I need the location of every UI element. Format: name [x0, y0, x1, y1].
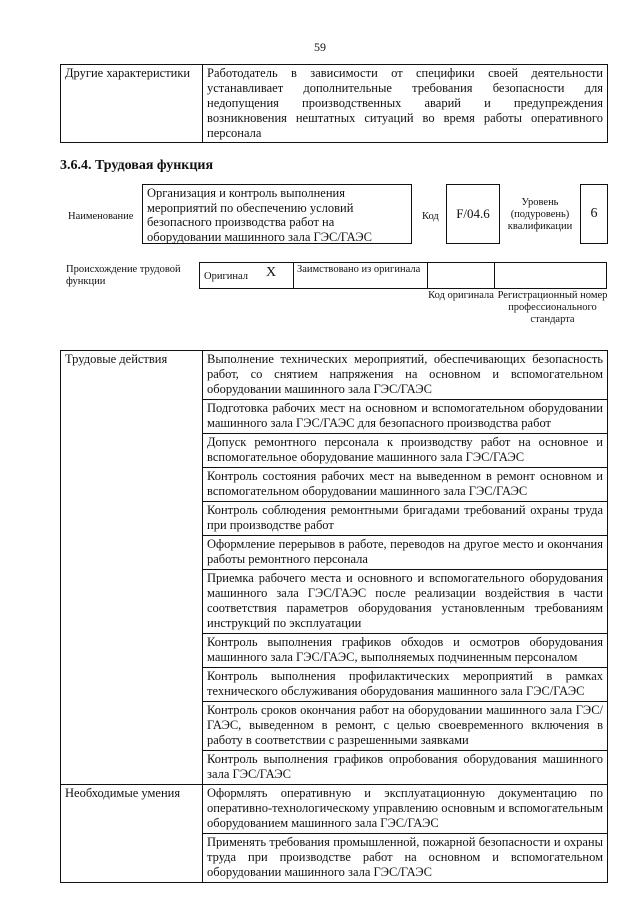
original-label: Оригинал: [204, 271, 248, 282]
labor-function-table: [60, 350, 608, 883]
table-cell: Допуск ремонтного персонала к производству работ на основное и вспомогательное оборудование машинного зала ГЭС/ГАЭС: [203, 434, 608, 468]
table-cell: Контроль выполнения профилактических мероприятий в рамках технического обслуживания оборудования машинного зала ГЭС/ГАЭС: [203, 668, 608, 702]
table-cell: Применять требования промышленной, пожарной безопасности и охраны труда при производстве работ на основном и вспомогательном оборудовании машинного зала ГЭС/ГАЭС: [203, 834, 608, 883]
function-name-box: Организация и контроль выполнения мероприятий по обеспечению условий безопасного производства работ на оборудовании машинного зала ГЭС/ГАЭС: [142, 184, 412, 244]
table-row: [61, 785, 608, 834]
original-code-cell: [427, 262, 495, 289]
code-label: Код: [422, 211, 439, 222]
page-number: 59: [314, 40, 326, 54]
registration-number-cell: [494, 262, 607, 289]
original-code-caption: Код оригинала: [428, 290, 494, 301]
name-label: Наименование: [68, 211, 134, 222]
section-title: 3.6.4. Трудовая функция: [60, 158, 214, 173]
table-row: [61, 351, 608, 400]
required-skills-label: Необходимые умения: [61, 785, 203, 883]
table-cell: Оформлять оперативную и эксплуатационную документацию по оперативно-технологическому управлению основным и вспомогательным оборудованием машинного зала ГЭС/ГАЭС: [203, 785, 608, 834]
other-characteristics-table: [60, 64, 608, 143]
original-cell: [199, 262, 294, 289]
origin-label: Происхождение трудовой функции: [66, 264, 181, 287]
table-cell: Контроль выполнения графиков обходов и осмотров оборудования машинного зала ГЭС/ГАЭС, выполняемых подчиненным персоналом: [203, 634, 608, 668]
table-cell: Подготовка рабочих мест на основном и вспомогательном оборудовании машинного зала ГЭС/ГАЭС для безопасного производства работ: [203, 400, 608, 434]
table-row: [61, 65, 608, 143]
origin-row: [200, 262, 607, 289]
row-text: Работодатель в зависимости от специфики своей деятельности устанавливает дополнительные требования безопасности для недопущения производственных аварий и предупреждения возникновения нештатных ситуаций во время работы оперативного персонала: [203, 65, 608, 143]
borrowed-cell: Заимствовано из оригинала: [293, 262, 428, 289]
labor-actions-label: Трудовые действия: [61, 351, 203, 785]
table-cell: Выполнение технических мероприятий, обеспечивающих безопасность работ, со снятием напряжения на основном и вспомогательном оборудовании машинного зала ГЭС/ГАЭС: [203, 351, 608, 400]
level-label: Уровень (подуровень) квалификации: [507, 197, 573, 232]
function-code-box: F/04.6: [446, 184, 500, 244]
table-cell: Контроль сроков окончания работ на оборудовании машинного зала ГЭС/ГАЭС, выведенном в ремонт, с целью своевременного включения в работу в соответствии с разрешенными заявками: [203, 702, 608, 751]
table-cell: Приемка рабочего места и основного и вспомогательного оборудования машинного зала ГЭС/ГАЭС после реализации воздействия в части соответствия параметров оборудования установленным требованиям инструкций по эксплуатации: [203, 570, 608, 634]
table-cell: Контроль состояния рабочих мест на выведенном в ремонт основном и вспомогательном оборудовании машинного зала ГЭС/ГАЭС: [203, 468, 608, 502]
original-mark: X: [266, 265, 277, 280]
table-cell: Контроль выполнения графиков опробования оборудования машинного зала ГЭС/ГАЭС: [203, 751, 608, 785]
table-cell: Контроль соблюдения ремонтными бригадами требований охраны труда при производстве работ: [203, 502, 608, 536]
registration-number-caption: Регистрационный номер профессионального стандарта: [497, 290, 608, 325]
row-label: Другие характеристики: [61, 65, 203, 143]
table-cell: Оформление перерывов в работе, переводов на другое место и окончания работы ремонтного персонала: [203, 536, 608, 570]
level-value-box: 6: [580, 184, 608, 244]
